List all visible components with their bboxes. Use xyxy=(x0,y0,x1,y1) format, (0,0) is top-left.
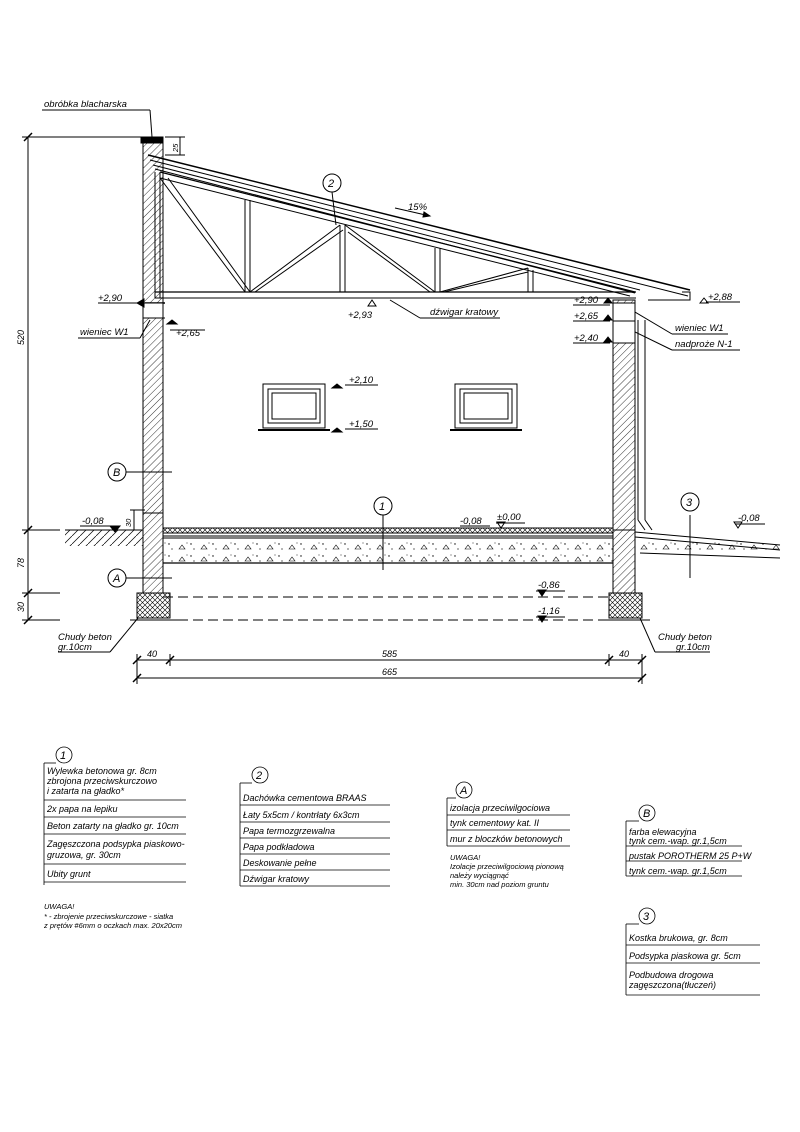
legend-2-row-5: Dźwigar kratowy xyxy=(243,874,310,884)
legend-3-row-1: Podsypka piaskowa gr. 5cm xyxy=(629,951,741,961)
legend-2-row-0: Dachówka cementowa BRAAS xyxy=(243,793,367,803)
legend-3-id: 3 xyxy=(643,911,650,923)
lintel-right xyxy=(613,321,635,343)
legend-1-row-7: Ubity grunt xyxy=(47,869,91,879)
dim-30-wall: 30 xyxy=(124,518,133,527)
window-right xyxy=(450,384,522,430)
marker-3-label: 3 xyxy=(686,497,693,509)
level-086: -0,86 xyxy=(538,580,560,591)
legend-A-row-0: izolacja przeciwilgociowa xyxy=(450,803,551,813)
truss-webs xyxy=(160,178,533,292)
label-lean-concrete-left-2: gr.10cm xyxy=(58,642,92,653)
legend-1-note-1: * - zbrojenie przeciwskurczowe - siatka xyxy=(44,912,174,921)
building-section xyxy=(22,110,780,684)
legend-1-row-0: Wylewka betonowa gr. 8cm xyxy=(47,766,157,776)
dim-520: 520 xyxy=(16,329,26,345)
legend-1-note-title: UWAGA! xyxy=(44,902,75,911)
legend-1-row-5: Zagęszczona podsypka piaskowo- xyxy=(47,839,185,849)
marker-2-label: 2 xyxy=(328,178,335,190)
level-150: +1,50 xyxy=(349,419,374,430)
legend-1-row-1: zbrojona przeciwskurczowo xyxy=(47,776,158,786)
legend-3-row-3: zagęszczona(tłuczeń) xyxy=(629,980,717,990)
level-116: -1,16 xyxy=(538,606,560,617)
dim-665: 665 xyxy=(382,667,398,677)
level-290-right: +2,90 xyxy=(574,295,599,306)
floor-finish xyxy=(163,528,613,533)
legend-B-id: B xyxy=(643,808,651,820)
floor-slab xyxy=(163,538,613,563)
legend-A-row-1: tynk cementowy kat. II xyxy=(450,818,540,828)
window-left xyxy=(258,384,330,430)
legend-A-note-3: min. 30cm nad poziom gruntu xyxy=(450,880,549,889)
label-truss: dźwigar kratowy xyxy=(430,307,499,318)
level-240: +2,40 xyxy=(574,333,599,344)
legend-A-id: A xyxy=(460,785,468,797)
legend-3-row-0: Kostka brukowa, gr. 8cm xyxy=(629,933,728,943)
dim-40-right: 40 xyxy=(619,649,630,659)
dim-30-bottom: 30 xyxy=(16,601,26,612)
roof-surface xyxy=(148,155,690,290)
flashing-cap xyxy=(141,137,163,143)
level-290-left: +2,90 xyxy=(98,293,123,304)
dim-78: 78 xyxy=(16,557,26,568)
level-008-mid: -0,08 xyxy=(460,516,482,527)
level-008-right: -0,08 xyxy=(738,513,760,524)
marker-A-label: A xyxy=(113,573,121,585)
legend-1-row-2: i zatarta na gładko* xyxy=(47,786,125,796)
label-ring-beam-right: wieniec W1 xyxy=(675,323,724,334)
level-288: +2,88 xyxy=(708,292,733,303)
level-265-left: +2,65 xyxy=(176,328,201,339)
ground-left xyxy=(65,530,143,546)
dim-40-left: 40 xyxy=(147,649,158,659)
legend-B-row-1: tynk cem.-wap. gr.1,5cm xyxy=(629,836,727,846)
marker-B-label: B xyxy=(113,467,121,479)
label-lean-concrete-right-2: gr.10cm xyxy=(676,642,710,653)
footing-right xyxy=(609,593,642,618)
level-265-right: +2,65 xyxy=(574,311,599,322)
dim-585: 585 xyxy=(382,649,398,659)
level-293: +2,93 xyxy=(348,310,373,321)
legend-A-note-1: Izolacje przeciwilgociową pionową xyxy=(450,862,564,871)
legend-text xyxy=(43,750,753,990)
label-flashing: obróbka blacharska xyxy=(44,99,127,110)
paving-right xyxy=(640,538,780,552)
legend-A-note-2: należy wyciągnąć xyxy=(450,871,509,880)
legend-1-row-4: Beton zatarty na gładko gr. 10cm xyxy=(47,821,179,831)
legend-1-row-6: gruzowa, gr. 30cm xyxy=(47,850,121,860)
level-000: ±0,00 xyxy=(497,512,521,523)
left-wall-plinth xyxy=(143,513,163,593)
legend-1-id: 1 xyxy=(60,750,67,762)
label-ring-beam-left: wieniec W1 xyxy=(80,327,129,338)
label-lean-concrete-left-1: Chudy beton xyxy=(58,632,112,643)
legend-A-note-title: UWAGA! xyxy=(450,853,481,862)
label-lintel: nadproże N-1 xyxy=(675,339,733,350)
label-slope: 15% xyxy=(408,202,428,213)
section-text xyxy=(16,99,760,677)
legend-A-row-2: mur z bloczków betonowych xyxy=(450,834,563,844)
level-008-left: -0,08 xyxy=(82,516,104,527)
ring-beam-left xyxy=(143,303,163,318)
label-lean-concrete-right-1: Chudy beton xyxy=(658,632,712,643)
legend-1-row-3: 2x papa na lepiku xyxy=(47,804,118,814)
legend-2-id: 2 xyxy=(256,770,263,782)
legend-B-row-0: farba elewacyjna xyxy=(629,827,697,837)
section-markers xyxy=(108,174,699,587)
legend-2-row-2: Papa termozgrzewalna xyxy=(243,826,336,836)
legend-B-row-3: tynk cem.-wap. gr.1,5cm xyxy=(629,866,727,876)
dim-25: 25 xyxy=(171,143,180,152)
legend-B-row-2: pustak POROTHERM 25 P+W xyxy=(629,851,752,861)
marker-1-label: 1 xyxy=(379,501,386,513)
legend-2-row-3: Papa podkładowa xyxy=(243,842,315,852)
legend-3-row-2: Podbudowa drogowa xyxy=(629,970,714,980)
level-210: +2,10 xyxy=(349,375,374,386)
legend-2-row-1: Łaty 5x5cm / kontrłaty 6x3cm xyxy=(243,810,360,820)
legend-1-note-2: z prętów #6mm o oczkach max. 20x20cm xyxy=(44,921,182,930)
ring-beam-right xyxy=(613,303,635,321)
legend-2-row-4: Deskowanie pełne xyxy=(243,858,317,868)
right-wall-plinth xyxy=(613,530,635,593)
